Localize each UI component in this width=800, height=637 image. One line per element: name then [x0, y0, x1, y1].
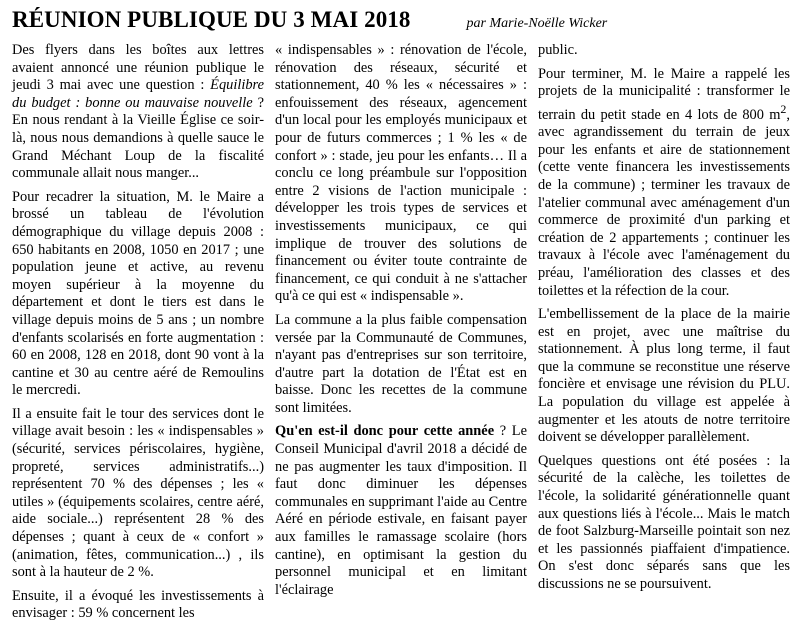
- superscript: 2: [780, 101, 787, 116]
- paragraph: La commune a la plus faible compensation versée par la Communauté de Communes, n'ayant pas d'entreprises sur son territoire, d'autre part la dotation de l'État est en baisse. Donc les recettes de la commune sont limitées.: [275, 311, 527, 416]
- column-2: [275, 42, 527, 629]
- paragraph: [275, 423, 527, 599]
- heading-mark: ?: [494, 423, 507, 440]
- section-heading: Qu'en est-il donc pour cette année: [275, 423, 495, 440]
- paragraph-text: ? En nous rendant à la Vieille Église ce soir-là, nous nous demandions à quelle sauce le Grand Méchant Loup de la fiscalité communale allait nous manger...: [12, 94, 264, 182]
- paragraph: Ensuite, il a évoqué les investissements à envisager : 59 % concernent les: [12, 587, 264, 622]
- article-header: [12, 7, 790, 39]
- paragraph: « indispensables » : rénovation de l'école, rénovation des réseaux, sécurité et stationnement, 40 % les « nécessaires » : enfouissement des réseaux, agencement d'un local pour les employés municipaux et pour de futurs commerces ; 1 % les « de confort » : stade, jeu pour les enfants… Il a conclu ce long préambule sur l'opposition entre 2 visions de l'action municipale : développer les trois types de services et investissements municipaux, ce qui implique de trouver des solutions de financement ou éviter toute contrainte de financement, ce qui conduit à ne s'attacher qu'à ce qui est « indispensable ».: [275, 42, 527, 305]
- paragraph: L'embellissement de la place de la mairie est en projet, avec une maîtrise du stationnement. À plus long terme, il faut que la commune se reconstitue une réserve foncière et envisage une révision du PLU. La population du village est appelée à augmenter et les atouts de notre territoire doivent se développer parallèlement.: [538, 306, 790, 446]
- paragraph: Pour recadrer la situation, M. le Maire a brossé un tableau de l'évolution démographique du village depuis 2008 : 650 habitants en 2008, 1050 en 2017 ; une population jeune et active, au revenu moyen supérieur à la moyenne du département et dont le tiers est dans le village depuis moins de 5 ans ; un nombre d'enfants scolarisés en forte augmentation : 60 en 2008, 128 en 2018, dont 90 vont à la cantine et 30 au centre aéré de Remoulins le mercredi.: [12, 188, 264, 399]
- paragraph: public.: [538, 42, 578, 58]
- paragraph: [12, 42, 264, 183]
- article-body: [12, 42, 790, 629]
- paragraph-text: Pour terminer, M. le Maire a rappelé les projets de la municipalité : transformer le terrain du petit stade en 4 lots de 800 m: [538, 65, 790, 123]
- paragraph: Quelques questions ont été posées : la sécurité de la calèche, les toilettes de l'école, la solidarité générationnelle quant aux questions liés à l'école... Mais le match de foot Salzburg-Marseille pointait son nez et les passionnés piaffaient d'impatience. On s'est donc séparés sans que les discussions ne se poursuivent.: [538, 452, 790, 593]
- paragraph-text: Le Conseil Municipal d'avril 2018 a décidé de ne pas augmenter les taux d'imposition. Il faut donc diminuer les dépenses communales en supprimant l'aide au Centre Aéré en période estivale, en faisant payer aux familles le ramassage scolaire (hors cantine), en optimisant la gestion du personnel municipal et en limitant l'éclairage: [275, 423, 527, 598]
- article-author: par Marie-Noëlle Wicker: [466, 16, 608, 31]
- paragraph-text: Des flyers dans les boîtes aux lettres avaient annoncé une réunion publique le jeudi 3 mai avec une question :: [12, 42, 264, 94]
- column-3: [538, 42, 790, 629]
- article-title: RÉUNION PUBLIQUE DU 3 MAI 2018: [12, 7, 411, 32]
- paragraph: Il a ensuite fait le tour des services dont le village avait besoin : les « indispensables » (sécurité, services périscolaires, hygiène, propreté, services administratifs...) représentent 70 % des dépenses ; les « utiles » (équipements scolaires, centre aéré, aide sociale...) représentent 28 % des dépenses ; quant à ceux de « confort » (animation, fêtes, communication...) , ils sont à la hauteur de 2 %.: [12, 405, 264, 581]
- paragraph-text: , avec agrandissement du terrain de jeux pour les enfants et aire de stationnement (cette vente financera les investissements de la commune) ; terminer les travaux de l'atelier communal avec aménagement d'un commerce de proximité d'un parking et création de 2 appartements ; continuer les travaux à l'école avec l'aménagement du préau, l'amélioration des classes et des toilettes et la réfection de la cour.: [538, 106, 790, 299]
- paragraph: [538, 66, 790, 301]
- column-1: [12, 42, 264, 629]
- question-italic: Équilibre du budget : bonne ou mauvaise nouvelle: [12, 77, 264, 111]
